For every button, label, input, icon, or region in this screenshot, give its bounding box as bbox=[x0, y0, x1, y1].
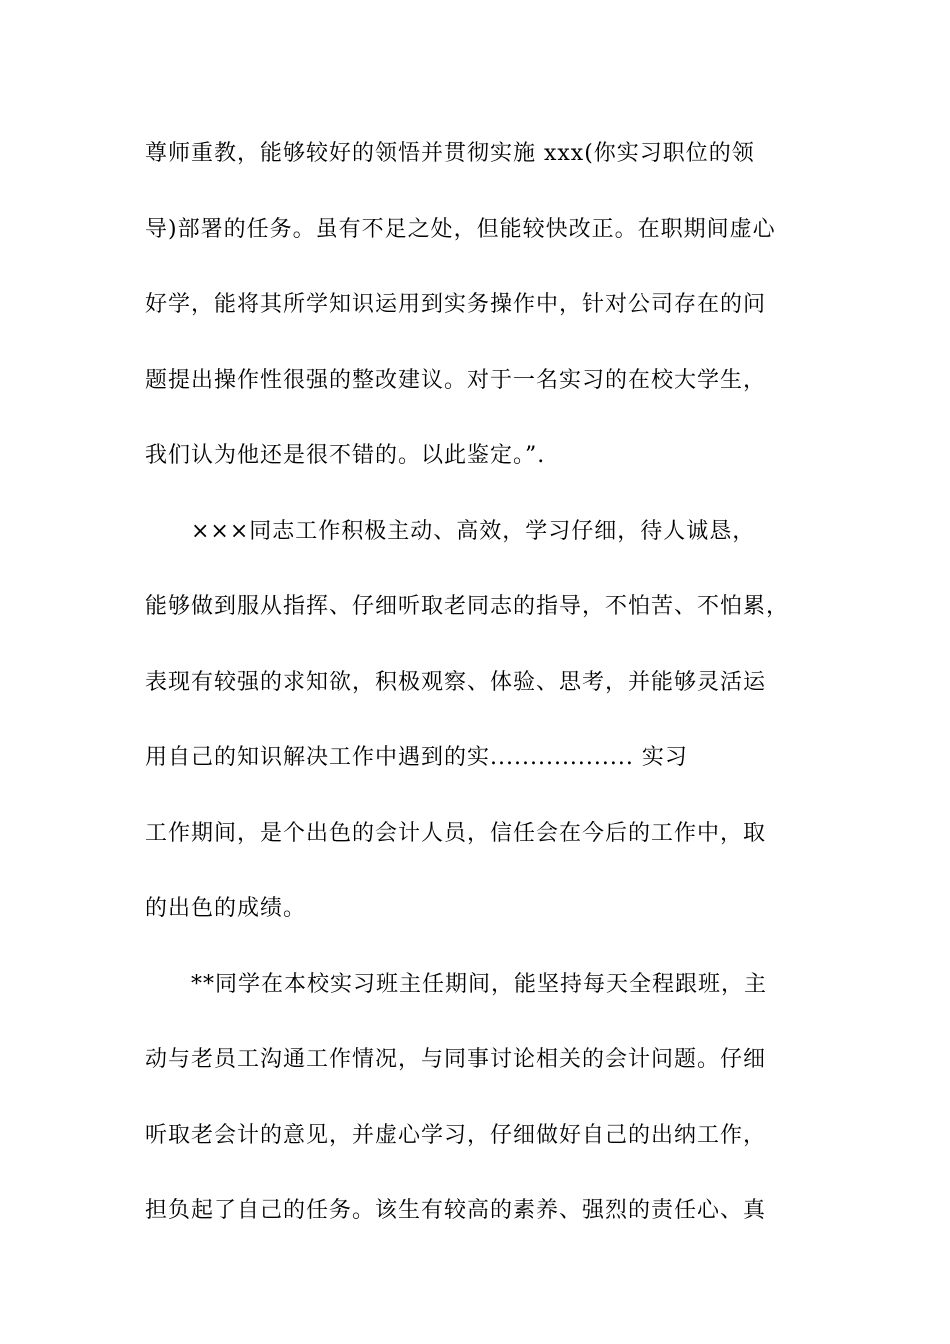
text-line: 动与老员工沟通工作情况，与同事讨论相关的会计问题。仔细 bbox=[145, 1047, 767, 1072]
paragraph-start-line: ×××同志工作积极主动、高效，学习仔细，待人诚恳， bbox=[191, 518, 756, 544]
text-line: 用自己的知识解决工作中遇到的实.................. 实习 bbox=[145, 745, 688, 770]
text-line: 担负起了自己的任务。该生有较高的素养、强烈的责任心、真 bbox=[145, 1198, 767, 1223]
text-line: 的出色的成绩。 bbox=[145, 896, 307, 921]
text-line: 题提出操作性很强的整改建议。对于一名实习的在校大学生， bbox=[145, 367, 767, 393]
document-body bbox=[145, 130, 835, 1263]
text-line: 听取老会计的意见，并虚心学习，仔细做好自己的出纳工作， bbox=[145, 1122, 767, 1148]
text-line: 我们认为他还是很不错的。以此鉴定。”. bbox=[145, 443, 546, 468]
paragraph-start-line: **同学在本校实习班主任期间，能坚持每天全程跟班，主 bbox=[191, 971, 768, 997]
text-line: 尊师重教，能够较好的领悟并贯彻实施 xxx(你实习职位的领 bbox=[145, 141, 755, 166]
text-line: 能够做到服从指挥、仔细听取老同志的指导，不怕苦、不怕累， bbox=[145, 594, 790, 619]
text-line: 好学，能将其所学知识运用到实务操作中，针对公司存在的问 bbox=[145, 292, 767, 317]
text-line: 表现有较强的求知欲，积极观察、体验、思考，并能够灵活运 bbox=[145, 669, 767, 695]
text-line: 工作期间，是个出色的会计人员，信任会在今后的工作中，取 bbox=[145, 820, 767, 846]
text-line: 导)部署的任务。虽有不足之处，但能较快改正。在职期间虚心 bbox=[145, 216, 776, 242]
